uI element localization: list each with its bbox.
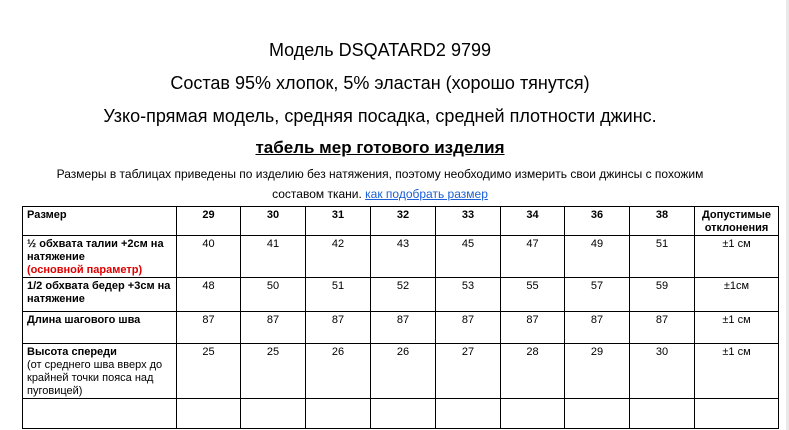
- size-note-line1: Размеры в таблицах приведены по изделию без натяжения, поэтому необходимо измерить свои джинсы с похожим: [56, 167, 704, 181]
- empty-cell: [23, 399, 177, 429]
- empty-cell: [501, 399, 565, 429]
- cell-value: 47: [501, 236, 565, 278]
- header-size-31: 31: [306, 207, 371, 236]
- empty-cell: [630, 399, 695, 429]
- empty-cell: [436, 399, 501, 429]
- cell-value: 43: [371, 236, 436, 278]
- size-note-prefix: составом ткани.: [272, 187, 362, 201]
- empty-cell: [177, 399, 241, 429]
- main-parameter-note: (основной параметр): [27, 264, 143, 276]
- header-size-33: 33: [436, 207, 501, 236]
- cell-value: 41: [241, 236, 306, 278]
- header-size-29: 29: [177, 207, 241, 236]
- cell-value: 53: [436, 278, 501, 312]
- empty-cell: [695, 399, 779, 429]
- cell-value: 25: [177, 344, 241, 399]
- cell-value: 50: [241, 278, 306, 312]
- cell-value: 25: [241, 344, 306, 399]
- cell-value: 87: [565, 312, 630, 344]
- row-label-waist: [23, 236, 177, 278]
- table-row-front-rise: [23, 344, 779, 399]
- header-tolerance: Допустимые отклонения: [695, 207, 779, 236]
- cell-value: 45: [436, 236, 501, 278]
- cell-value: 49: [565, 236, 630, 278]
- header-size-36: 36: [565, 207, 630, 236]
- row-label-front-rise: [23, 344, 177, 399]
- cell-value: 51: [630, 236, 695, 278]
- cell-tolerance: ±1 см: [695, 312, 779, 344]
- table-row-hips: [23, 278, 779, 312]
- header-size-30: 30: [241, 207, 306, 236]
- row-label-hips: 1/2 обхвата бедер +3см на натяжение: [23, 278, 177, 312]
- cell-value: 87: [436, 312, 501, 344]
- empty-cell: [241, 399, 306, 429]
- cell-tolerance: ±1см: [695, 278, 779, 312]
- table-row-waist: [23, 236, 779, 278]
- cell-value: 26: [371, 344, 436, 399]
- cell-tolerance: ±1 см: [695, 236, 779, 278]
- cell-value: 48: [177, 278, 241, 312]
- size-guide-link[interactable]: как подобрать размер: [365, 187, 488, 201]
- empty-cell: [565, 399, 630, 429]
- fit-description: Узко-прямая модель, средняя посадка, средней плотности джинс.: [103, 106, 657, 126]
- cell-value: 26: [306, 344, 371, 399]
- cell-tolerance: ±1 см: [695, 344, 779, 399]
- cell-value: 52: [371, 278, 436, 312]
- cell-value: 40: [177, 236, 241, 278]
- cell-value: 57: [565, 278, 630, 312]
- cell-value: 30: [630, 344, 695, 399]
- cell-value: 55: [501, 278, 565, 312]
- header-size-38: 38: [630, 207, 695, 236]
- waist-label-text: ½ обхвата талии +2см на натяжение: [27, 238, 164, 263]
- table-header-row: [23, 207, 779, 236]
- cell-value: 87: [371, 312, 436, 344]
- front-rise-sublabel: (от среднего шва вверх до крайней точки пояса над пуговицей): [27, 359, 163, 397]
- cell-value: 87: [177, 312, 241, 344]
- cell-value: 87: [306, 312, 371, 344]
- cell-value: 87: [501, 312, 565, 344]
- cell-value: 87: [241, 312, 306, 344]
- front-rise-label-text: Высота спереди: [27, 346, 117, 358]
- empty-cell: [306, 399, 371, 429]
- composition-text: Состав 95% хлопок, 5% эластан (хорошо тянутся): [170, 73, 590, 93]
- header-size-label: Размер: [23, 207, 177, 236]
- cell-value: 87: [630, 312, 695, 344]
- model-title: Модель DSQATARD2 9799: [268, 40, 491, 60]
- header-size-34: 34: [501, 207, 565, 236]
- cell-value: 51: [306, 278, 371, 312]
- empty-cell: [371, 399, 436, 429]
- cell-value: 42: [306, 236, 371, 278]
- cell-value: 28: [501, 344, 565, 399]
- size-table: [22, 206, 779, 429]
- table-row-empty: [23, 399, 779, 429]
- cell-value: 29: [565, 344, 630, 399]
- size-note-line2: [0, 187, 760, 201]
- table-title: табель мер готового изделия: [255, 138, 505, 157]
- cell-value: 59: [630, 278, 695, 312]
- row-label-inseam: Длина шагового шва: [23, 312, 177, 344]
- cell-value: 27: [436, 344, 501, 399]
- table-row-inseam: [23, 312, 779, 344]
- header-size-32: 32: [371, 207, 436, 236]
